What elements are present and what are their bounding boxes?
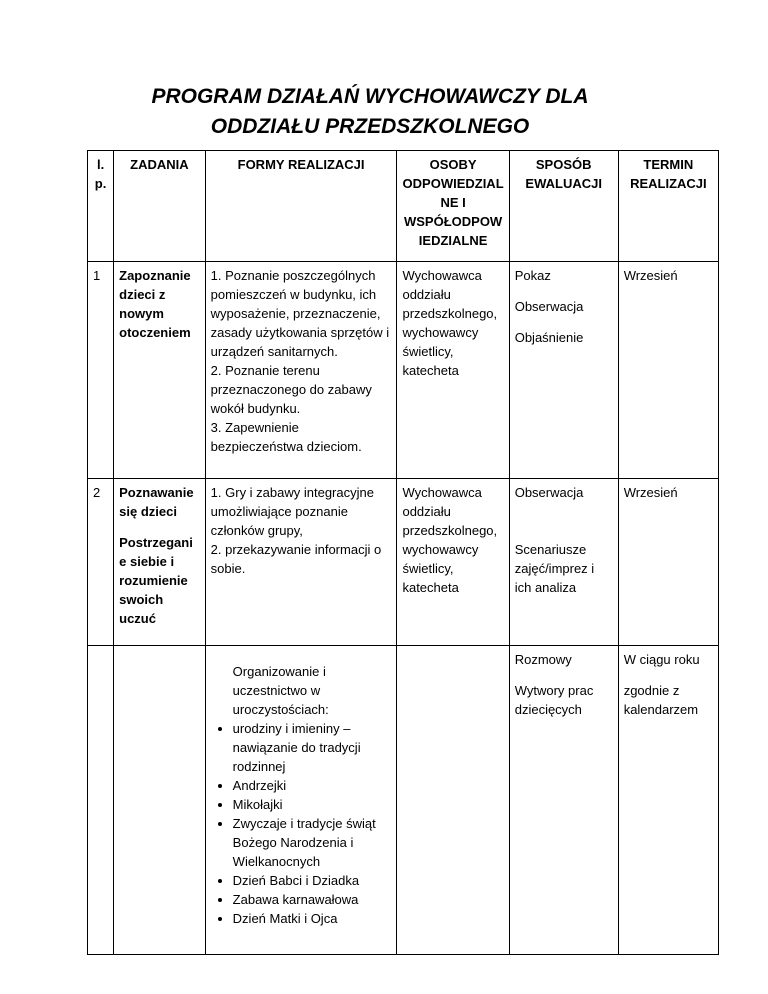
task-cell [114,479,206,646]
term-item: W ciągu roku [623,652,700,667]
header-evaluation: SPOSÓB EWALUACJI [509,151,618,262]
evaluation-item: Wytwory prac dziecięcych [514,683,594,717]
table-row [88,479,719,646]
form-item: 2. przekazywanie informacji o sobie. [210,542,382,576]
term-cell [618,646,718,955]
evaluation-item: Pokaz [514,268,551,283]
task-item: Poznawanie się dzieci [119,485,194,519]
form-item: 1. Poznanie poszczególnych pomieszczeń w budynku, ich wyposażenie, przeznaczenie, zasady użytkowania sprzętów i urządzeń sanitarnych. [210,268,390,359]
table-row [88,262,719,479]
row-number [88,646,114,955]
evaluation-cell [509,479,618,646]
form-item: 2. Poznanie terenu przeznaczonego do zabawy wokół budynku. [210,363,372,416]
table-row [88,646,719,955]
evaluation-cell [509,646,618,955]
term-cell: Wrzesień [618,262,718,479]
task-item: Postrzeganie siebie i rozumienie swoich uczuć [119,535,193,626]
list-item: • Zabawa karnawałowa [233,890,392,909]
term-cell: Wrzesień [618,479,718,646]
forms-cell [205,262,397,479]
persons-cell: Wychowawca oddziału przedszkolnego, wychowawcy świetlicy, katecheta [397,479,509,646]
forms-cell [205,479,397,646]
forms-cell [205,646,397,955]
header-persons: OSOBY ODPOWIEDZIALNE I WSPÓŁODPOWIEDZIALNE [397,151,509,262]
persons-cell [397,646,509,955]
table-header-row [88,151,719,262]
list-item: • Mikołajki [233,795,392,814]
header-term: TERMIN REALIZACJI [618,151,718,262]
program-table [87,150,719,955]
evaluation-item: Obserwacja [514,485,584,500]
celebrations-list [211,719,392,928]
row-number: 2 [88,479,114,646]
header-lp: l.p. [88,151,114,262]
list-item: • Dzień Matki i Ojca [233,909,392,928]
persons-cell: Wychowawca oddziału przedszkolnego, wychowawcy świetlicy, katecheta [397,262,509,479]
evaluation-item: Rozmowy [514,652,572,667]
list-item: • urodziny i imieniny – nawiązanie do tradycji rodzinnej [233,719,392,776]
form-item: 1. Gry i zabawy integracyjne umożliwiające poznanie członków grupy, [210,485,374,538]
task-cell [114,646,206,955]
task-cell: Zapoznanie dzieci z nowym otoczeniem [114,262,206,479]
form-item: 3. Zapewnienie bezpieczeństwa dzieciom. [210,420,362,454]
list-item: • Andrzejki [233,776,392,795]
evaluation-item: Scenariusze zajęć/imprez i ich analiza [514,542,595,595]
list-item: • Dzień Babci i Dziadka [233,871,392,890]
title-line-2: ODDZIAŁU PRZEDSZKOLNEGO [210,115,530,138]
celebrations-intro: Organizowanie i uczestnictwo w uroczystościach: [232,664,329,717]
header-tasks: ZADANIA [114,151,206,262]
term-item: zgodnie z kalendarzem [623,683,699,717]
row-number: 1 [88,262,114,479]
list-item: • Zwyczaje i tradycje świąt Bożego Narodzenia i Wielkanocnych [233,814,392,871]
evaluation-item: Objaśnienie [514,330,584,345]
title-line-1: PROGRAM DZIAŁAŃ WYCHOWAWCZY DLA [151,85,589,108]
document-title [110,82,630,142]
header-forms: FORMY REALIZACJI [205,151,397,262]
evaluation-cell [509,262,618,479]
evaluation-item: Obserwacja [514,299,584,314]
